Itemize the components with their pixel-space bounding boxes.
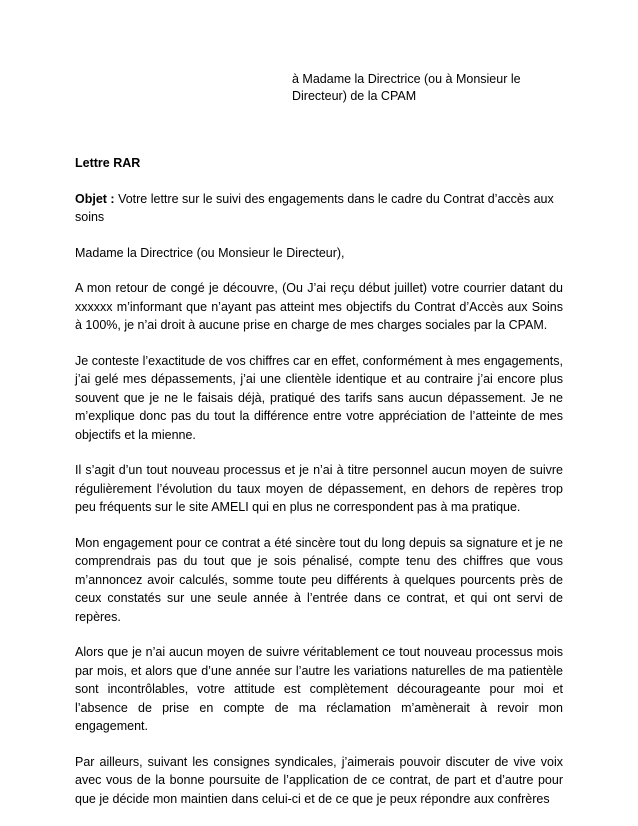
subject-label: Objet : <box>75 191 115 206</box>
paragraph-1: A mon retour de congé je découvre, (Ou J’ai reçu début juillet) votre courrier datant du xxxxxx m’informant que n’ayant pas atteint mes objectifs du Contrat d’Accès aux Soins à 100%, je n’ai droit à aucune prise en charge de mes charges sociales par la CPAM. <box>75 281 563 332</box>
addressee-block: à Madame la Directrice (ou à Monsieur le Directeur) de la CPAM <box>292 72 521 103</box>
paragraph-2: Je conteste l’exactitude de vos chiffres car en effet, conformément à mes engagements, j’ai gelé mes dépassements, j’ai une clientèle identique et au contraire j’ai encore plus souvent que je ne le faisais déjà, pratiqué des tarifs sans aucun dépassement. Je ne m’explique donc pas du tout la différence entre votre appréciation de l’atteinte de mes objectifs et la mienne. <box>75 353 563 442</box>
subject-text: Votre lettre sur le suivi des engagements dans le cadre du Contrat d’accès aux soins <box>75 191 554 224</box>
salutation: Madame la Directrice (ou Monsieur le Directeur), <box>75 245 345 260</box>
paragraph-4: Mon engagement pour ce contrat a été sincère tout du long depuis sa signature et je ne comprendrais pas du tout que je sois pénalisé, compte tenu des chiffres que vous m’annoncez avoir calculés, somme toute peu différents à quelques pourcents près de ceux constatés sur une seule année à l’entrée dans ce contrat, et qui ont servi de repères. <box>75 535 563 624</box>
subject-line <box>75 190 563 227</box>
letter-body <box>75 154 563 808</box>
paragraph-3: Il s’agit d’un tout nouveau processus et je n’ai à titre personnel aucun moyen de suivre régulièrement l’évolution du taux moyen de dépassement, en dehors de repères trop peu fréquents sur le site AMELI qui en plus ne correspondent pas à ma pratique. <box>75 463 563 514</box>
letter-type: Lettre RAR <box>75 156 141 170</box>
paragraph-6: Par ailleurs, suivant les consignes syndicales, j’aimerais pouvoir discuter de vive voix avec vous de la bonne poursuite de l’application de ce contrat, de part et d’autre pour que je décide mon maintien dans celui-ci et de ce que je peux répondre aux confrères <box>75 754 563 806</box>
paragraph-5: Alors que je n’ai aucun moyen de suivre véritablement ce tout nouveau processus mois par mois, et alors que d’une année sur l’autre les variations naturelles de ma patientèle sont incontrôlables, votre attitude est complètement décourageante pour moi et l’absence de prise en compte de ma réclamation m’amènerait à revoir mon engagement. <box>75 645 563 733</box>
